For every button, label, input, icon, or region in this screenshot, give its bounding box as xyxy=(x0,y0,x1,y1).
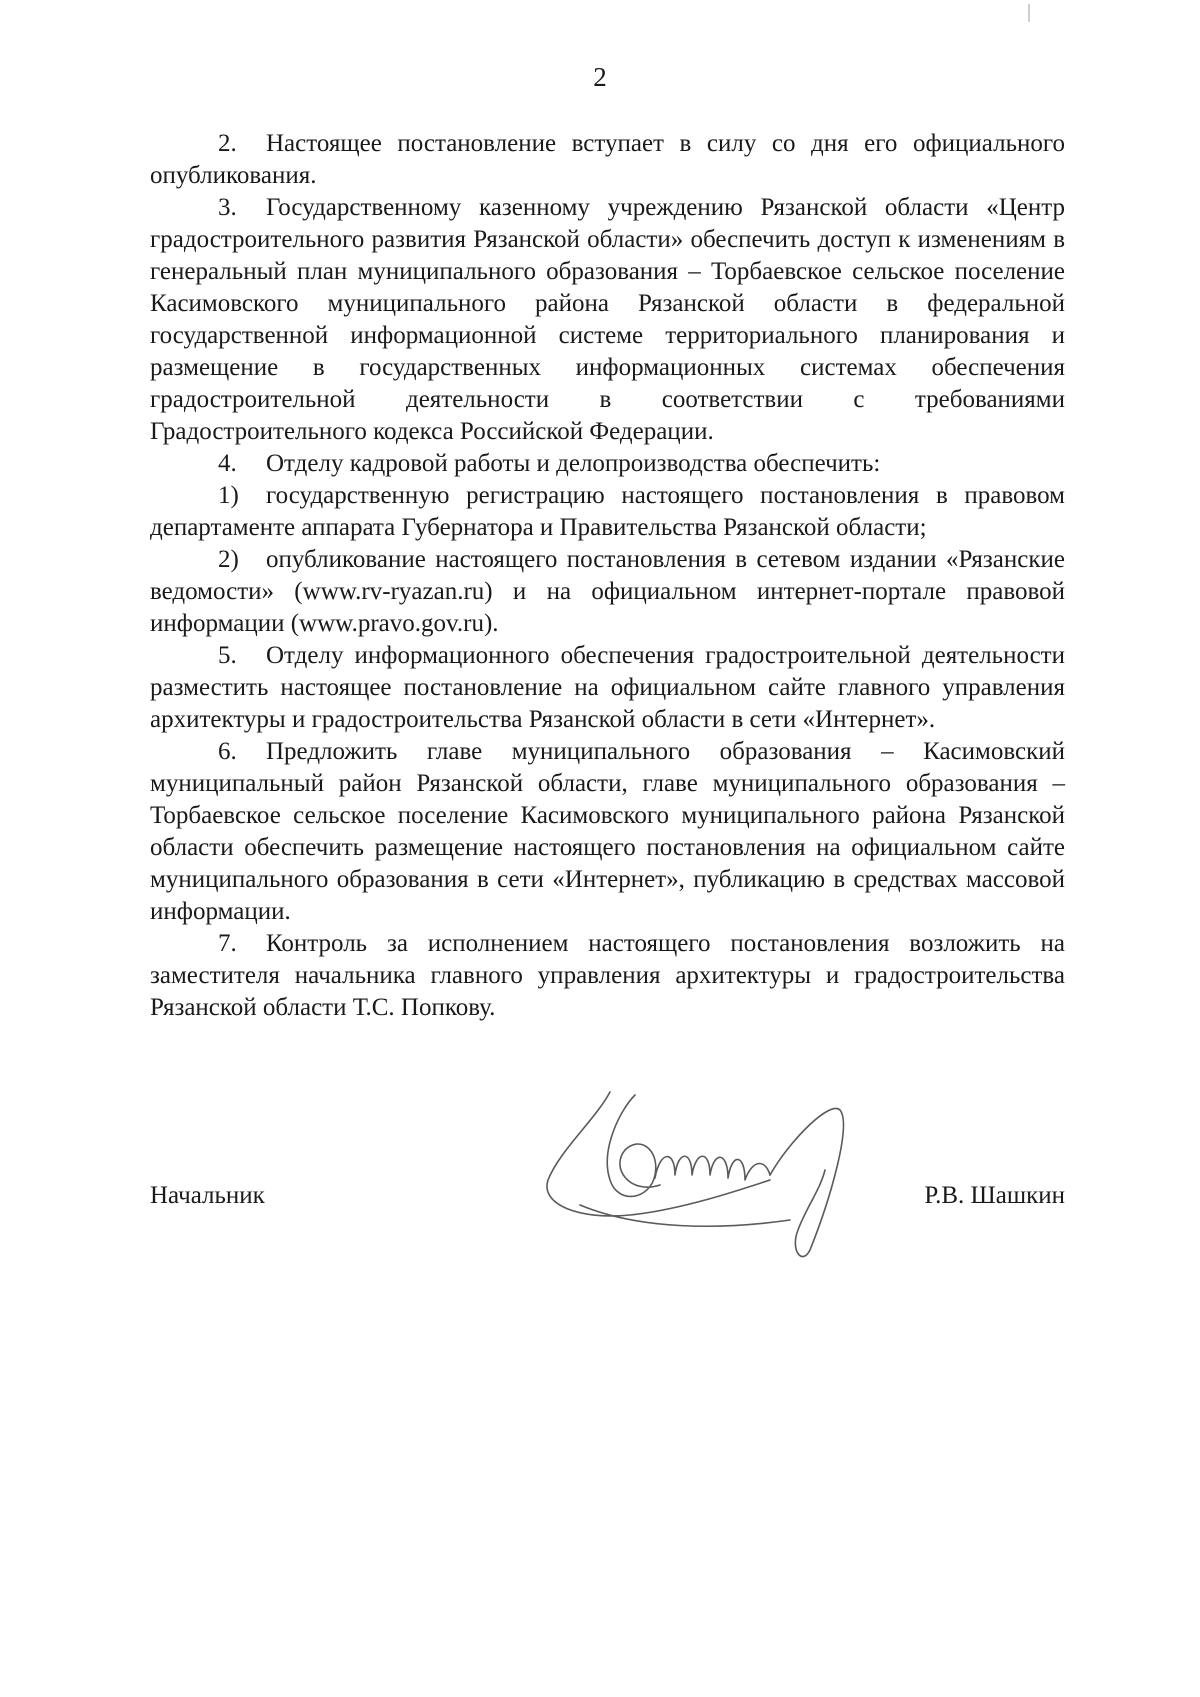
paragraph-4-1 xyxy=(150,480,1065,544)
paragraph-text: опубликование настоящего постановления в сетевом издании «Рязанские ведомости» (www.rv-ryazan.ru) и на официальном интернет-портале правовой информации (www.pravo.gov.ru). xyxy=(150,546,1065,637)
signer-name: Р.В. Шашкин xyxy=(924,1182,1065,1209)
handwritten-signature xyxy=(540,1080,910,1270)
paragraph-text: Отделу информационного обеспечения градостроительной деятельности разместить настоящее постановление на официальном сайте главного управления архитектуры и градостроительства Рязанской области в сети «Интернет». xyxy=(150,642,1065,733)
paragraph-7 xyxy=(150,928,1065,1024)
paragraph-text: государственную регистрацию настоящего постановления в правовом департаменте аппарата Губернатора и Правительства Рязанской области; xyxy=(150,482,1065,541)
paragraph-text: Отделу кадровой работы и делопроизводства обеспечить: xyxy=(266,450,881,477)
page-number: 2 xyxy=(593,62,607,92)
paragraph-2 xyxy=(150,128,1065,192)
paragraph-4-2 xyxy=(150,544,1065,640)
paragraph-number: 2) xyxy=(218,546,239,573)
paragraph-3 xyxy=(150,192,1065,448)
signature-stroke-humps xyxy=(655,1156,770,1180)
paragraph-number: 4. xyxy=(218,450,237,477)
scan-edge-mark xyxy=(1028,4,1030,22)
signer-position: Начальник xyxy=(150,1182,265,1209)
paragraph-text: Контроль за исполнением настоящего постановления возложить на заместителя начальника главного управления архитектуры и градостроительства Рязанской области Т.С. Попкову. xyxy=(150,930,1065,1021)
paragraph-number: 7. xyxy=(218,930,237,957)
paragraph-5 xyxy=(150,640,1065,736)
paragraph-text: Предложить главе муниципального образования – Касимовский муниципальный район Рязанской области, главе муниципального образования – Торбаевское сельское поселение Касимовского муниципального района Рязанской области обеспечить размещение настоящего постановления на официальном сайте муниципального образования в сети «Интернет», публикацию в средствах массовой информации. xyxy=(150,738,1065,925)
paragraph-number: 1) xyxy=(218,482,239,509)
paragraph-number: 2. xyxy=(218,130,237,157)
paragraph-number: 6. xyxy=(218,738,237,765)
paragraph-4 xyxy=(150,448,1065,480)
document-body xyxy=(150,128,1065,1024)
paragraph-text: Государственному казенному учреждению Рязанской области «Центр градостроительного развития Рязанской области» обеспечить доступ к изменениям в генеральный план муниципального образования – Торбаевское сельское поселение Касимовского муниципального района Рязанской области в федеральной государственной информационной системе территориального планирования и размещение в государственных информационных системах обеспечения градостроительной деятельности в соответствии с требованиями Градостроительного кодекса Российской Федерации. xyxy=(150,194,1065,445)
paragraph-number: 3. xyxy=(218,194,237,221)
paragraph-6 xyxy=(150,736,1065,928)
paragraph-text: Настоящее постановление вступает в силу со дня его официального опубликования. xyxy=(150,130,1065,189)
signature-block xyxy=(150,1180,1065,1220)
paragraph-number: 5. xyxy=(218,642,237,669)
